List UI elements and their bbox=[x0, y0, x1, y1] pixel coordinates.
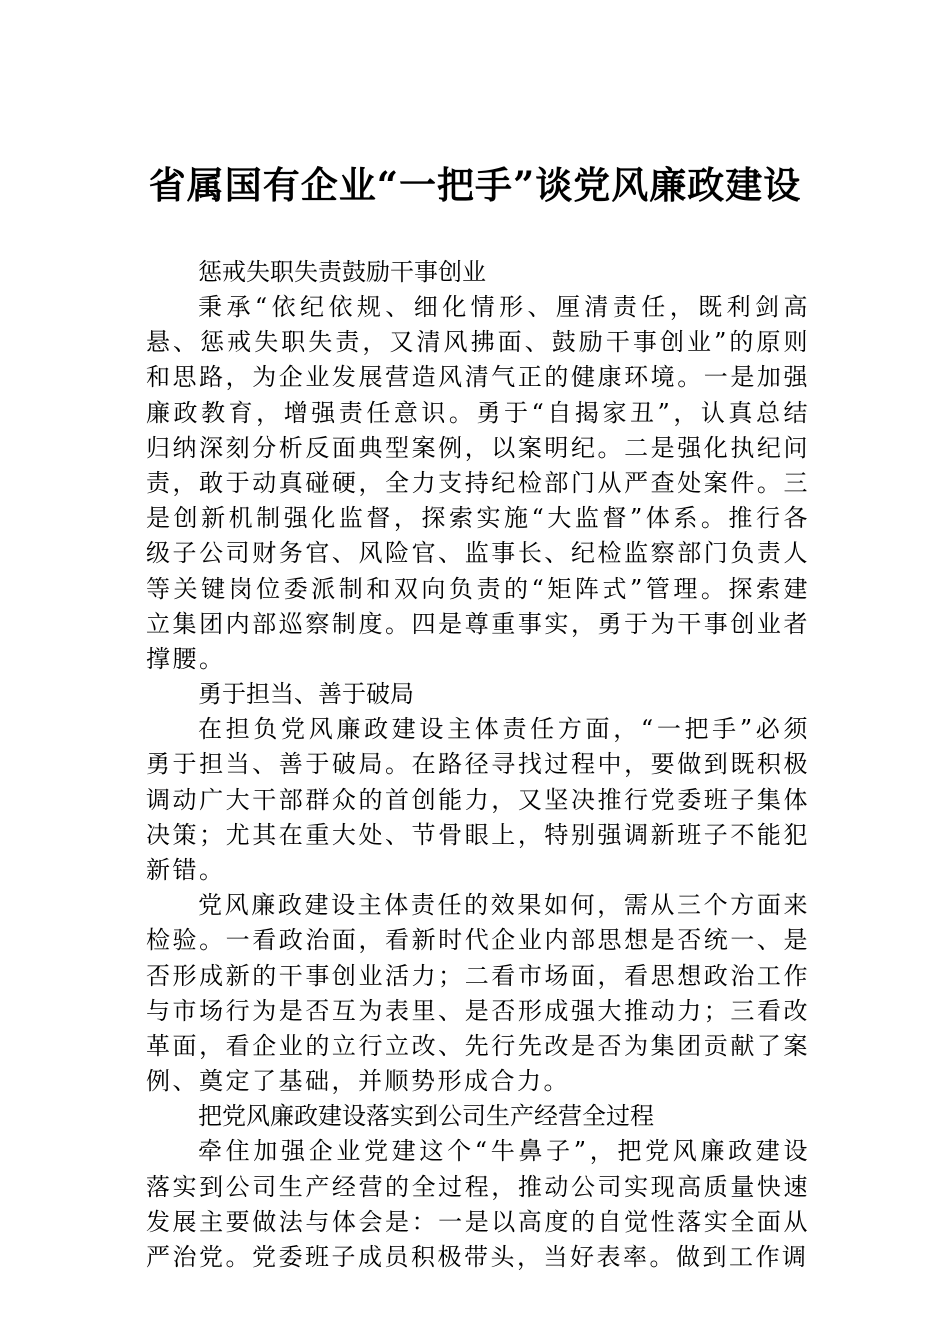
document-body bbox=[146, 247, 810, 1275]
section-paragraph: 秉承“依纪依规、细化情形、厘清责任，既利剑高悬、惩戒失职失责，又清风拂面、鼓励干事创业”的原则和思路，为企业发展营造风清气正的健康环境。一是加强廉政教育，增强责任意识。勇于“自揭家丑”，认真总结归纳深刻分析反面典型案例，以案明纪。二是强化执纪问责，敢于动真碰硬，全力支持纪检部门从严查处案件。三是创新机制强化监督，探索实施“大监督”体系。推行各级子公司财务官、风险官、监事长、纪检监察部门负责人等关键岗位委派制和双向负责的“矩阵式”管理。探索建立集团内部巡察制度。四是尊重事实，勇于为干事创业者撑腰。 bbox=[146, 293, 810, 674]
section-heading: 惩戒失职失责鼓励干事创业 bbox=[198, 258, 486, 286]
section-responsibility bbox=[146, 677, 810, 1099]
section-paragraph: 牵住加强企业党建这个“牛鼻子”，把党风廉政建设落实到公司生产经营的全过程，推动公司实现高质量快速发展主要做法与体会是：一是以高度的自觉性落实全面从严治党。党委班子成员积极带头，当好表率。做到工作调 bbox=[146, 1137, 810, 1272]
section-heading: 把党风廉政建设落实到公司生产经营全过程 bbox=[198, 1102, 654, 1131]
section-heading: 勇于担当、善于破局 bbox=[198, 680, 414, 709]
section-paragraph: 在担负党风廉政建设主体责任方面，“一把手”必须勇于担当、善于破局。在路径寻找过程中，要做到既积极调动广大干部群众的首创能力，又坚决推行党委班子集体决策；尤其在重大处、节骨眼上，特别强调新班子不能犯新错。 bbox=[146, 715, 810, 885]
document-title: 省属国有企业“一把手”谈党风廉政建设 bbox=[148, 163, 802, 207]
section-discipline bbox=[146, 255, 810, 677]
section-implementation bbox=[146, 1099, 810, 1275]
section-paragraph: 党风廉政建设主体责任的效果如何，需从三个方面来检验。一看政治面，看新时代企业内部思想是否统一、是否形成新的干事创业活力；二看市场面，看思想政治工作与市场行为是否互为表里、是否形成强大推动力；三看改革面，看企业的立行立改、先行先改是否为集团贡献了案例、奠定了基础，并顺势形成合力。 bbox=[146, 891, 810, 1096]
